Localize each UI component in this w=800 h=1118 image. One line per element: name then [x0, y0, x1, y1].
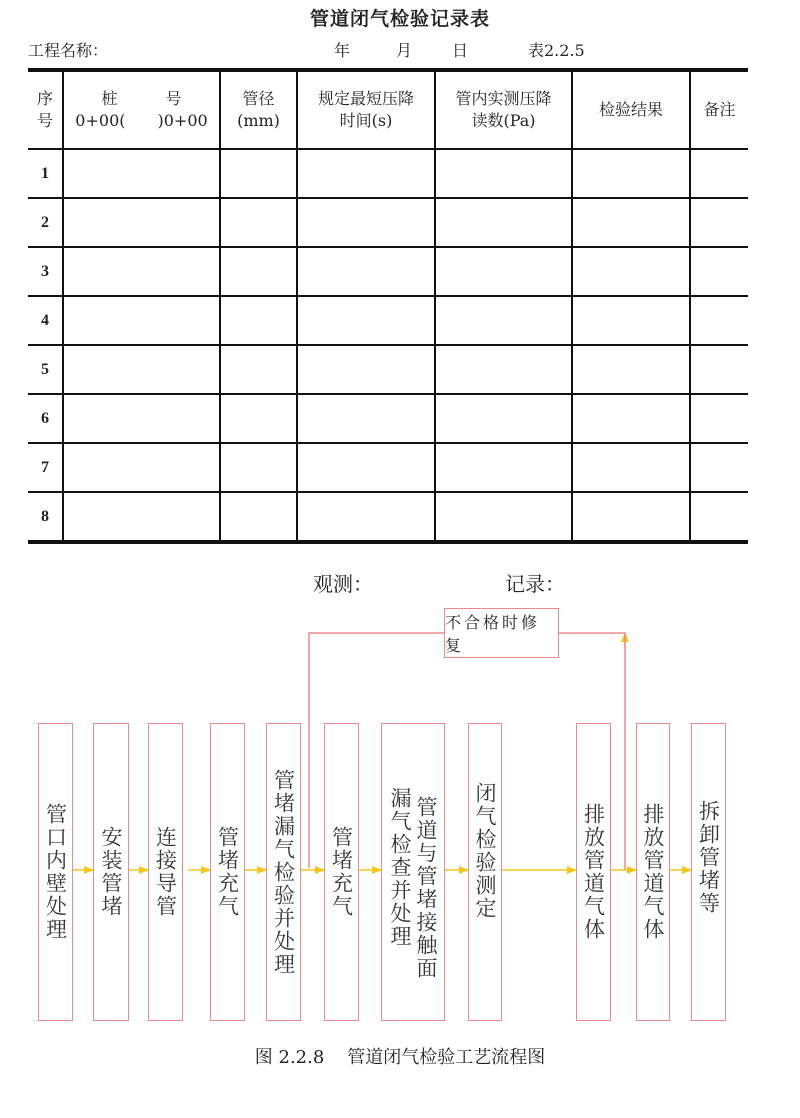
flow-step-6: 管堵充气 [324, 723, 359, 1021]
header-serial: 序 号 [28, 70, 63, 149]
table-row: 2 [28, 198, 748, 247]
flow-step-5: 管堵漏气检验并处理 [266, 723, 301, 1021]
header-pressure-drop: 管内实测压降 读数(Pa) [435, 70, 572, 149]
table-number: 表2.2.5 [528, 41, 585, 60]
header-min-time: 规定最短压降 时间(s) [297, 70, 435, 149]
recorder-label: 记录： [505, 572, 565, 596]
project-name-label: 工程名称： [28, 41, 109, 60]
repair-box: 不合格时修复 [444, 608, 559, 658]
table-row: 8 [28, 492, 748, 542]
flow-step-10: 排放管道气体 [636, 723, 670, 1021]
document-title: 管道闭气检验记录表 [309, 8, 490, 30]
flow-step-9: 排放管道气体 [576, 723, 611, 1021]
date-day-label: 日 [452, 41, 469, 60]
date-year-label: 年 [334, 41, 351, 60]
header-diameter: 管径 (mm) [220, 70, 297, 149]
figure-title: 管道闭气检验工艺流程图 [347, 1047, 546, 1068]
flow-step-3: 连接导管 [148, 723, 183, 1021]
observer-label: 观测： [313, 572, 373, 596]
date-month-label: 月 [396, 41, 413, 60]
flow-step-8: 闭气检验测定 [468, 723, 502, 1021]
table-row: 7 [28, 443, 748, 492]
header-station: 桩 号 0+00( )0+00 [63, 70, 220, 149]
table-row: 3 [28, 247, 748, 296]
flow-step-4: 管堵充气 [210, 723, 245, 1021]
table-row: 4 [28, 296, 748, 345]
flow-step-7: 漏气检查并处理 管道与管堵接触面 [381, 723, 445, 1021]
header-remarks: 备注 [690, 70, 748, 149]
figure-number: 图 2.2.8 [254, 1047, 325, 1068]
header-result: 检验结果 [572, 70, 690, 149]
table-row: 5 [28, 345, 748, 394]
flow-step-2: 安装管堵 [93, 723, 129, 1021]
table-row: 1 [28, 149, 748, 198]
flow-step-11: 拆卸管堵等 [691, 723, 726, 1021]
figure-caption [0, 1043, 800, 1069]
flow-step-1: 管口内壁处理 [38, 723, 73, 1021]
table-row: 6 [28, 394, 748, 443]
